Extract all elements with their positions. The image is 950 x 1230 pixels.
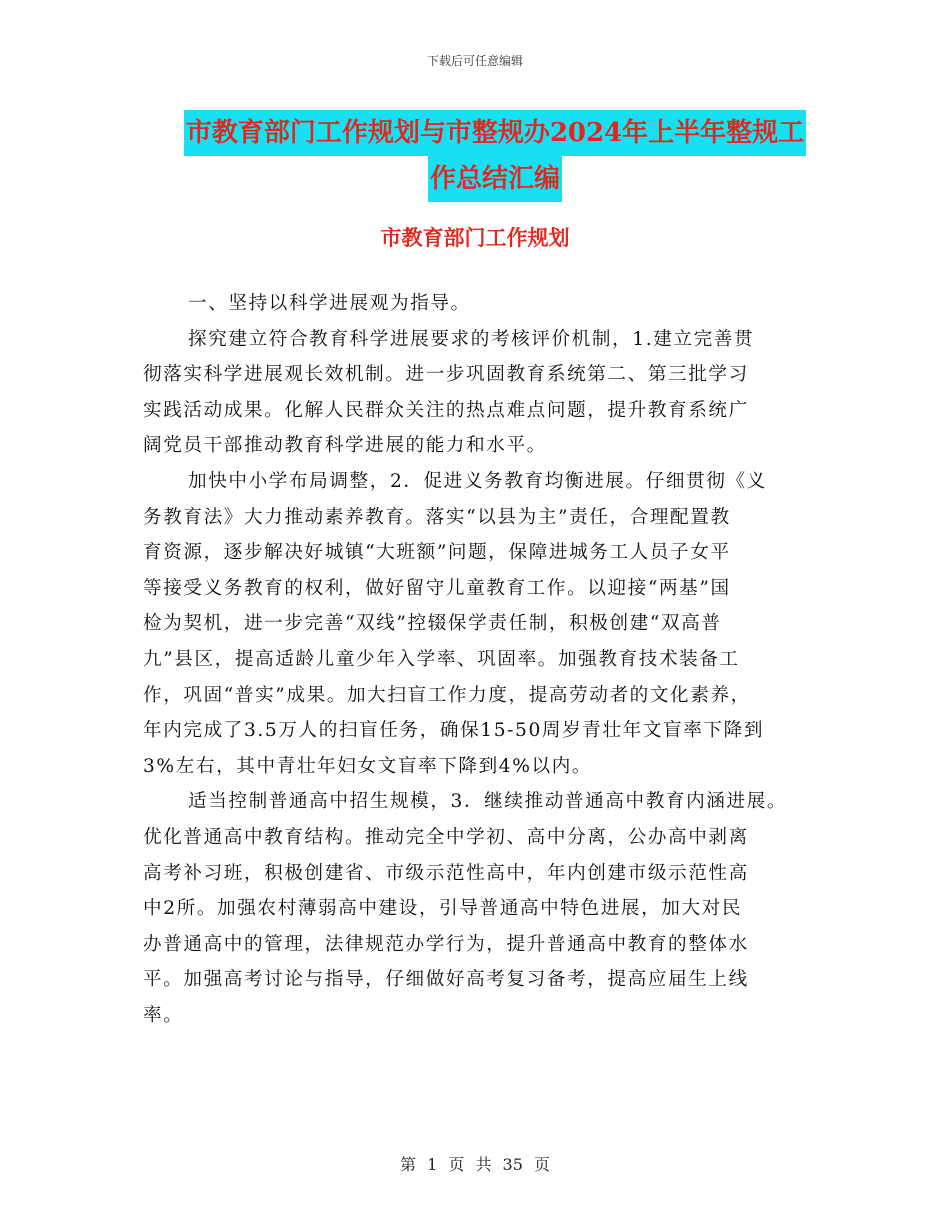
title-line-1: 市教育部门工作规划与市整规办2024年上半年整规工 bbox=[184, 110, 806, 156]
text-line: 平。加强高考讨论与指导，仔细做好高考复习备考，提高应届生上线 bbox=[143, 969, 749, 991]
text-line: 优化普通高中教育结构。推动完全中学初、高中分离，公办高中剥离 bbox=[143, 826, 749, 848]
document-title bbox=[140, 110, 850, 202]
text-line: 检为契机，进一步完善“双线”控辍保学责任制，积极创建“双高普 bbox=[143, 613, 722, 635]
text-line: 等接受义务教育的权利，做好留守儿童教育工作。以迎接“两基”国 bbox=[143, 577, 731, 599]
text-line: 实践活动成果。化解人民群众关注的热点难点问题，提升教育系统广 bbox=[143, 399, 749, 421]
text-line: 加快中小学布局调整，2．促进义务教育均衡进展。仔细贯彻《义 bbox=[188, 470, 767, 492]
text-line: 年内完成了3.5万人的扫盲任务，确保15-50周岁青壮年文盲率下降到 bbox=[143, 720, 765, 742]
text-line: 彻落实科学进展观长效机制。进一步巩固教育系统第二、第三批学习 bbox=[143, 364, 749, 386]
text-line: 高考补习班，积极创建省、市级示范性高中，年内创建市级示范性高 bbox=[143, 862, 749, 884]
text-line: 作，巩固“普实”成果。加大扫盲工作力度，提高劳动者的文化素养， bbox=[143, 684, 751, 706]
section-title: 市教育部门工作规划 bbox=[380, 225, 570, 250]
text-line: 中2所。加强农村薄弱高中建设，引导普通高中特色进展，加大对民 bbox=[143, 898, 743, 920]
body-text bbox=[0, 286, 950, 1033]
text-line: 九”县区，提高适龄儿童少年入学率、巩固率。加强教育技术装备工 bbox=[143, 648, 740, 670]
text-line: 育资源，逐步解决好城镇“大班额”问题，保障进城务工人员子女平 bbox=[143, 542, 731, 564]
text-line: 率。 bbox=[143, 1004, 184, 1026]
text-line: 3%左右，其中青壮年妇女文盲率下降到4%以内。 bbox=[143, 755, 593, 777]
text-line: 适当控制普通高中招生规模，3．继续推动普通高中教育内涵进展。 bbox=[188, 791, 788, 813]
page-footer: 第 1 页 共 35 页 bbox=[400, 1155, 550, 1174]
text-line: 务教育法》大力推动素养教育。落实“以县为主”责任，合理配置教 bbox=[143, 506, 731, 528]
text-line: 阔党员干部推动教育科学进展的能力和水平。 bbox=[143, 435, 547, 457]
title-line-2: 作总结汇编 bbox=[428, 156, 562, 202]
header-note: 下载后可任意编辑 bbox=[426, 54, 523, 68]
text-line: 一、坚持以科学进展观为指导。 bbox=[188, 293, 471, 314]
text-line: 办普通高中的管理，法律规范办学行为，提升普通高中教育的整体水 bbox=[143, 933, 749, 955]
text-line: 探究建立符合教育科学进展要求的考核评价机制，1.建立完善贯 bbox=[188, 328, 755, 350]
